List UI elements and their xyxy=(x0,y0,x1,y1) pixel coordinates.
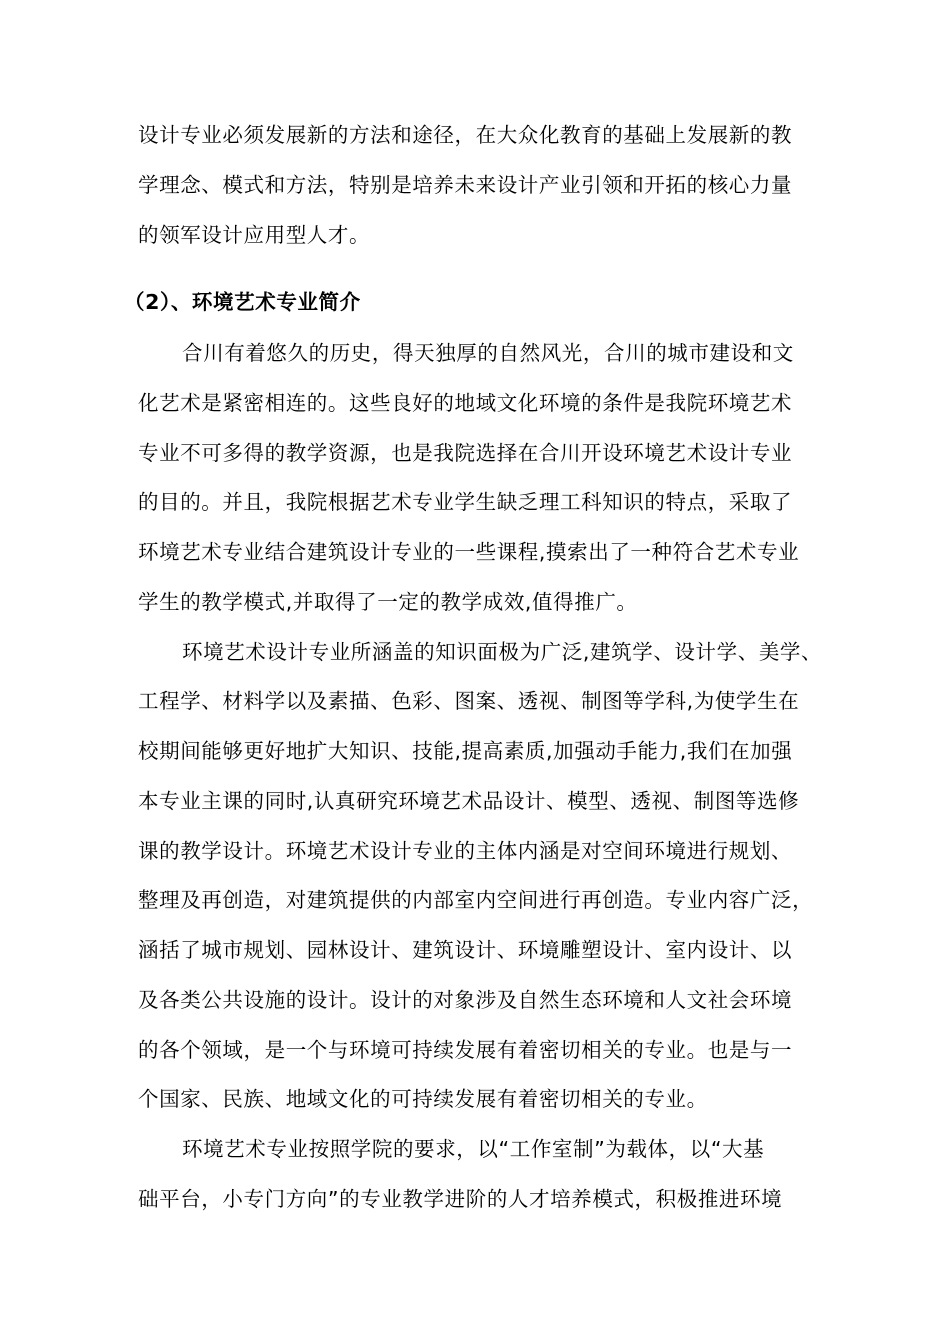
paragraph-line: 工程学、材料学以及素描、色彩、图案、透视、制图等学科,为使学生在 xyxy=(138,689,800,713)
section-heading: （2）、环境艺术专业简介 xyxy=(124,290,361,314)
paragraph-line: 的目的。并且，我院根据艺术专业学生缺乏理工科知识的特点，采取了 xyxy=(138,490,793,514)
paragraph-line: 环境艺术专业结合建筑设计专业的一些课程,摸索出了一种符合艺术专业 xyxy=(138,540,800,564)
paragraph-line: 课的教学设计。环境艺术设计专业的主体内涵是对空间环境进行规划、 xyxy=(138,839,793,863)
paragraph-line: 涵括了城市规划、园林设计、建筑设计、环境雕塑设计、室内设计、以 xyxy=(138,938,793,962)
paragraph-line: 的领军设计应用型人才。 xyxy=(138,223,371,247)
paragraph-line: 环境艺术专业按照学院的要求，以“工作室制”为载体，以“大基 xyxy=(182,1137,765,1161)
paragraph-line: 本专业主课的同时,认真研究环境艺术品设计、模型、透视、制图等选修 xyxy=(138,789,800,813)
paragraph-line: 础平台，小专门方向”的专业教学进阶的人才培养模式，积极推进环境 xyxy=(138,1187,783,1211)
paragraph-line: 环境艺术设计专业所涵盖的知识面极为广泛,建筑学、设计学、美学、 xyxy=(182,640,823,664)
paragraph-line: 及各类公共设施的设计。设计的对象涉及自然生态环境和人文社会环境 xyxy=(138,988,793,1012)
paragraph-line: 设计专业必须发展新的方法和途径，在大众化教育的基础上发展新的教 xyxy=(138,123,793,147)
paragraph-line: 专业不可多得的教学资源，也是我院选择在合川开设环境艺术设计专业 xyxy=(138,441,793,465)
paragraph-line: 校期间能够更好地扩大知识、技能,提高素质,加强动手能力,我们在加强 xyxy=(138,739,793,763)
paragraph-line: 化艺术是紧密相连的。这些良好的地域文化环境的条件是我院环境艺术 xyxy=(138,391,793,415)
paragraph-line: 个国家、民族、地域文化的可持续发展有着密切相关的专业。 xyxy=(138,1087,708,1111)
paragraph-line: 学生的教学模式,并取得了一定的教学成效,值得推广。 xyxy=(138,590,638,614)
paragraph-line: 学理念、模式和方法，特别是培养未来设计产业引领和开拓的核心力量 xyxy=(138,173,793,197)
paragraph-line: 的各个领域，是一个与环境可持续发展有着密切相关的专业。也是与一 xyxy=(138,1038,793,1062)
paragraph-line: 合川有着悠久的历史，得天独厚的自然风光，合川的城市建设和文 xyxy=(182,341,794,365)
paragraph-line: 整理及再创造，对建筑提供的内部室内空间进行再创造。专业内容广泛， xyxy=(138,888,814,912)
